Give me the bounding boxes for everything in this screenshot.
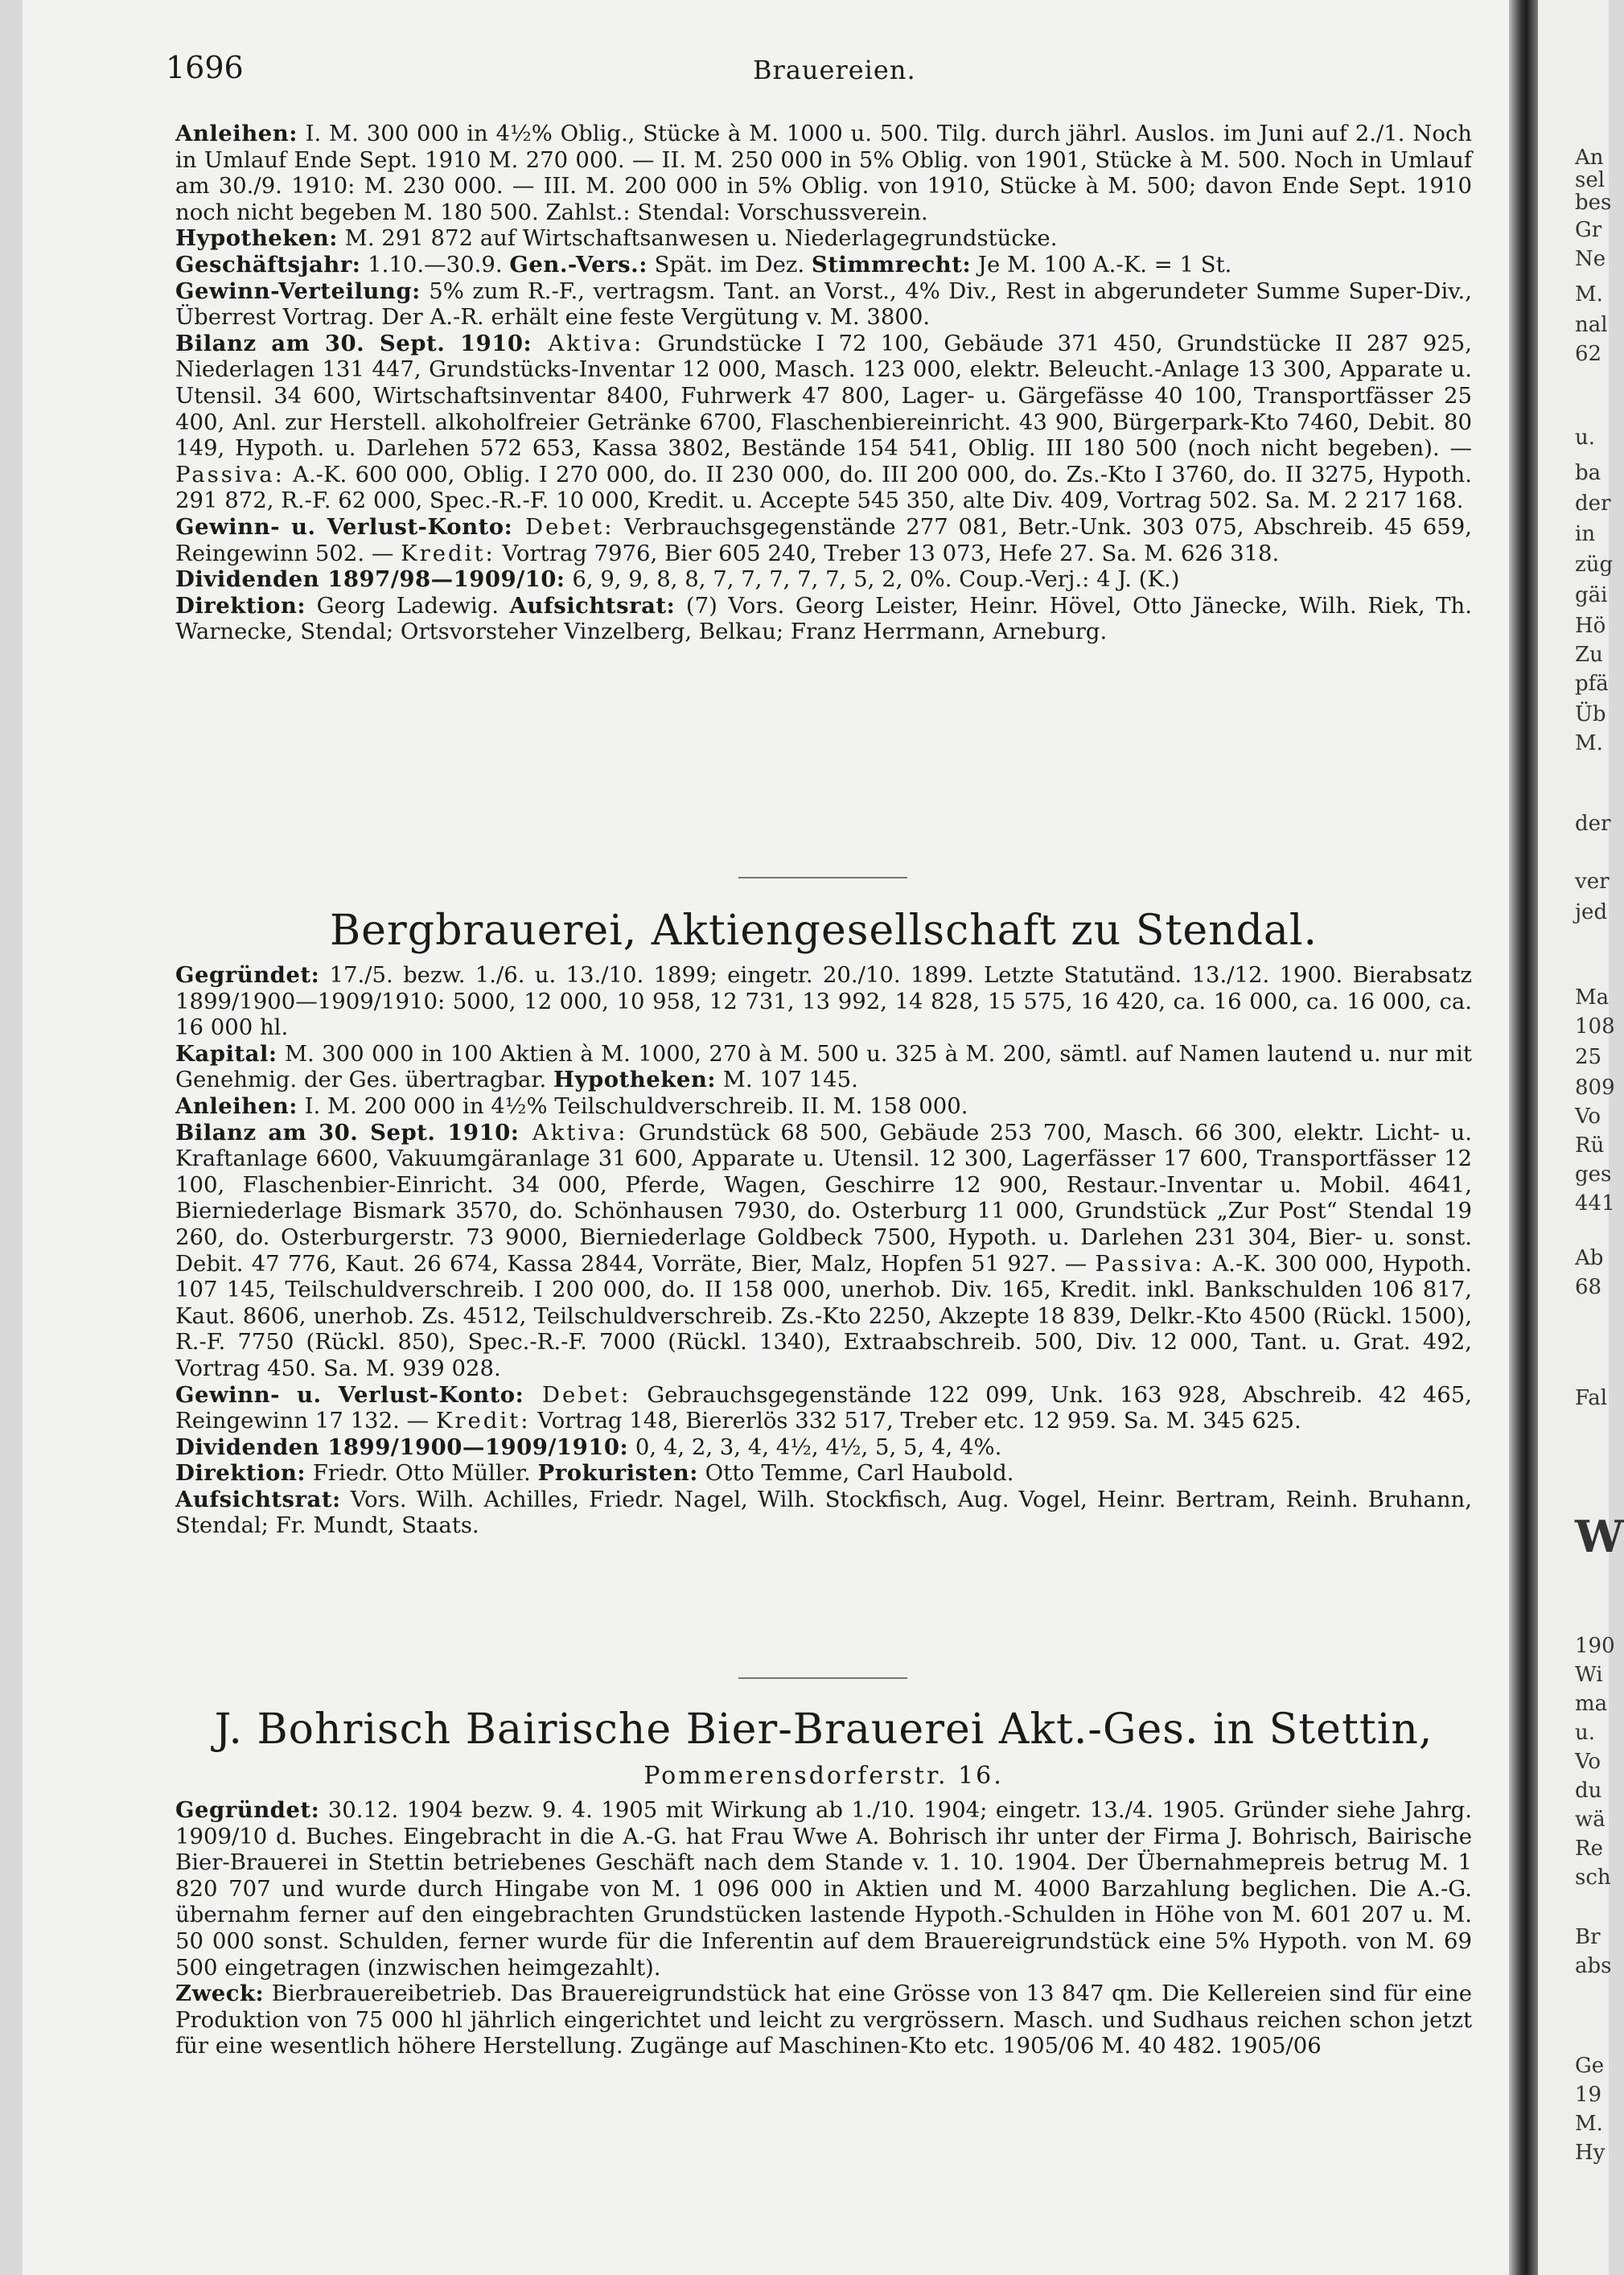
facing-page-fragment: der	[1575, 492, 1611, 516]
book-page	[23, 0, 1509, 2275]
paragraph-gewinn-verteilung: Gewinn-Verteilung: 5% zum R.-F., vertragsm. Tant. an Vorst., 4% Div., Rest in abgerundeter Summe Super-Div., Überrest Vortrag. Der A.-R. erhält eine feste Vergütung v. M. 3800.	[175, 278, 1472, 331]
facing-page-fragment: Hy	[1575, 2141, 1605, 2165]
facing-page-fragment: 809	[1575, 1076, 1615, 1100]
facing-page-fragment: Hö	[1575, 614, 1606, 638]
facing-page-fragment: An	[1575, 146, 1604, 170]
facing-page-edge	[1538, 0, 1624, 2275]
facing-page-fragment: Ma	[1575, 985, 1610, 1010]
entry-continuation	[175, 121, 1472, 645]
paragraph-bilanz: Bilanz am 30. Sept. 1910: Aktiva: Grundstücke I 72 100, Gebäude 371 450, Grundstücke II 287 925, Niederlagen 131 447, Grundstücks-Inventar 12 000, Masch. 123 000, elektr. Beleucht.-Anlage 13 300, Apparate u. Utensil. 34 600, Wirtschaftsinventar 8400, Fuhrwerk 47 800, Lager- u. Gärgefässe 40 100, Transportfässer 25 400, Anl. zur Herstell. alkoholfreier Getränke 6700, Flaschenbiereinricht. 43 900, Bürgerpark-Kto 7460, Debit. 80 149, Hypoth. u. Darlehen 572 653, Kassa 3802, Bestände 154 541, Oblig. III 180 500 (noch nicht begeben). — Passiva: A.-K. 600 000, Oblig. I 270 000, do. II 230 000, do. III 200 000, do. Zs.-Kto I 3760, do. II 3275, Hypoth. 291 872, R.-F. 62 000, Spec.-R.-F. 10 000, Kredit. u. Accepte 545 350, alte Div. 409, Vortrag 502. Sa. M. 2 217 168.	[175, 330, 1472, 514]
facing-page-fragment: M.	[1575, 282, 1603, 306]
facing-page-fragment: gäi	[1575, 583, 1608, 607]
paragraph-dividenden: Dividenden 1899/1900—1909/1910: 0, 4, 2, 3, 4, 4½, 4½, 5, 5, 4, 4%.	[175, 1434, 1002, 1460]
paragraph-bilanz: Bilanz am 30. Sept. 1910: Aktiva: Grundstück 68 500, Gebäude 253 700, Masch. 66 300, elektr. Licht- u. Kraftanlage 6600, Vakuumgäranlage 31 600, Apparate u. Utensil. 12 300, Lagerfässer 17 600, Transportfässer 12 100, Flaschenbier-Einricht. 34 000, Pferde, Wagen, Geschirre 12 900, Restaur.-Inventar u. Mobil. 4641, Bierniederlage Bismark 3570, do. Schönhausen 7930, do. Osterburg 11 000, Grundstück „Zur Post“ Stendal 19 260, do. Osterburgerstr. 73 9000, Bierniederlage Goldbeck 7500, Hypoth. u. Darlehen 231 304, Bier- u. sonst. Debit. 47 776, Kaut. 26 674, Kassa 2844, Vorräte, Bier, Malz, Hopfen 51 927. — Passiva: A.-K. 300 000, Hypoth. 107 145, Teilschuldverschreib. I 200 000, do. II 158 000, unerhob. Div. 165, Kredit. inkl. Bankschulden 106 817, Kaut. 8606, unerhob. Zs. 4512, Teilschuldverschreib. Zs.-Kto 2250, Akzepte 18 839, Delkr.-Kto 4500 (Rückl. 1500), R.-F. 7750 (Rückl. 850), Spec.-R.-F. 7000 (Rückl. 1340), Extraabschreib. 500, Div. 12 000, Tant. u. Grat. 492, Vortrag 450. Sa. M. 939 028.	[175, 1119, 1473, 1381]
page-number: 1696	[166, 50, 244, 85]
facing-page-fragment: sel	[1575, 168, 1605, 192]
facing-page-fragment: Üb	[1575, 702, 1606, 726]
facing-page-fragment: Vo	[1575, 1750, 1601, 1774]
facing-page-fragment: Zu	[1575, 643, 1603, 667]
paragraph-aufsichtsrat: Aufsichtsrat: Vors. Wilh. Achilles, Friedr. Nagel, Wilh. Stockfisch, Aug. Vogel, Heinr. Bertram, Reinh. Bruhann, Stendal; Fr. Mundt, Staats.	[175, 1486, 1472, 1539]
facing-page-fragment: wä	[1575, 1808, 1605, 1832]
facing-page-fragment: M.	[1575, 731, 1603, 755]
facing-page-fragment: Fal	[1575, 1386, 1608, 1410]
section-divider	[738, 1677, 907, 1679]
facing-page-fragment: 25	[1575, 1045, 1602, 1069]
facing-page-fragment: Gr	[1575, 218, 1602, 242]
facing-page-fragment: Ne	[1575, 247, 1606, 271]
facing-page-fragment: ver	[1575, 870, 1610, 894]
paragraph-direktion: Direktion: Friedr. Otto Müller. Prokuristen: Otto Temme, Carl Haubold.	[175, 1460, 1014, 1487]
facing-page-fragment: u.	[1575, 426, 1596, 450]
paragraph-gewinn-verlust: Gewinn- u. Verlust-Konto: Debet: Gebrauchsgegenstände 122 099, Unk. 163 928, Abschreib. 42 465, Reingewinn 17 132. — Kredit: Vortrag 148, Biererlös 332 517, Treber etc. 12 959. Sa. M. 345 625.	[175, 1381, 1472, 1434]
facing-page-fragment: W	[1575, 1511, 1624, 1562]
paragraph-anleihen: Anleihen: I. M. 200 000 in 4½% Teilschuldverschreib. II. M. 158 000.	[175, 1092, 968, 1119]
facing-page-fragment: 62	[1575, 342, 1602, 366]
paragraph-direktion: Direktion: Georg Ladewig. Aufsichtsrat: (7) Vors. Georg Leister, Heinr. Hövel, Otto Jänecke, Wilh. Riek, Th. Warnecke, Stendal; Ortsvorsteher Vinzelberg, Belkau; Franz Herrmann, Arneburg.	[175, 592, 1472, 645]
facing-page-fragment: pfä	[1575, 672, 1609, 696]
facing-page-fragment: Re	[1575, 1837, 1603, 1861]
facing-page-fragment: u.	[1575, 1721, 1596, 1745]
facing-page-fragment: 190	[1575, 1634, 1615, 1658]
facing-page-fragment: sch	[1575, 1866, 1611, 1890]
facing-page-fragment: 441	[1575, 1191, 1615, 1216]
company-title-bergbrauerei: Bergbrauerei, Aktiengesellschaft zu Stendal.	[329, 907, 1318, 955]
facing-page-fragment: Wi	[1575, 1663, 1603, 1687]
facing-page-fragment: jed	[1575, 900, 1608, 924]
paragraph-hypotheken: Hypotheken: M. 291 872 auf Wirtschaftsanwesen u. Niederlagegrundstücke.	[175, 225, 1058, 252]
paragraph-gegruendet: Gegründet: 30.12. 1904 bezw. 9. 4. 1905 mit Wirkung ab 1./10. 1904; eingetr. 13./4. 1905. Gründer siehe Jahrg. 1909/10 d. Buches. Eingebracht in die A.-G. hat Frau Wwe A. Bohrisch ihr unter der Firma J. Bohrisch, Bairische Bier-Brauerei in Stettin betriebenes Geschäft nach dem Stande v. 1. 10. 1904. Der Übernahmepreis betrug M. 1 820 707 und wurde durch Hingabe von M. 1 096 000 in Aktien und M. 4000 Barzahlung beglichen. Die A.-G. übernahm ferner auf den eingebrachten Grundstücken lastende Hypoth.-Schulden in Höhe von M. 601 207 u. M. 50 000 sonst. Schulden, ferner wurde für die Inferentin auf dem Brauereigrundstück eine 5% Hypoth. von M. 69 500 eingetragen (inzwischen heimgezahlt).	[175, 1797, 1472, 1981]
running-head	[166, 50, 1469, 90]
book-gutter	[1509, 0, 1538, 2275]
facing-page-fragment: nal	[1575, 313, 1608, 337]
facing-page-fragment: ba	[1575, 461, 1601, 485]
facing-page-fragment: abs	[1575, 1954, 1612, 1978]
facing-page-fragment: Ge	[1575, 2054, 1605, 2078]
facing-page-fragment: ma	[1575, 1692, 1608, 1716]
facing-page-fragment: Rü	[1575, 1133, 1605, 1158]
facing-page-fragment: züg	[1575, 553, 1614, 577]
company-address: Pommerensdorferstr. 16.	[643, 1762, 1004, 1790]
paragraph-anleihen: Anleihen: I. M. 300 000 in 4½% Oblig., Stücke à M. 1000 u. 500. Tilg. durch jährl. Auslos. im Juni auf 2./1. Noch in Umlauf Ende Sept. 1910 M. 270 000. — II. M. 250 000 in 5% Oblig. von 1901, Stücke à M. 500. Noch in Umlauf am 30./9. 1910: M. 230 000. — III. M. 200 000 in 5% Oblig. von 1910, Stücke à M. 500; davon Ende Sept. 1910 noch nicht begeben M. 180 500. Zahlst.: Stendal: Vorschussverein.	[175, 121, 1472, 225]
facing-page-fragment: du	[1575, 1779, 1602, 1803]
entry-bohrisch	[175, 1797, 1472, 2059]
facing-page-fragment: ges	[1575, 1162, 1612, 1187]
facing-page-fragment: Vo	[1575, 1105, 1601, 1129]
facing-page-fragment: Ab	[1575, 1246, 1604, 1270]
facing-page-fragment: M.	[1575, 2112, 1603, 2136]
facing-page-fragment: in	[1575, 522, 1596, 546]
facing-page-fragment: 108	[1575, 1014, 1615, 1039]
paragraph-kapital: Kapital: M. 300 000 in 100 Aktien à M. 1000, 270 à M. 500 u. 325 à M. 200, sämtl. auf Namen lautend u. nur mit Genehmig. der Ges. übertragbar. Hypotheken: M. 107 145.	[175, 1040, 1472, 1093]
section-divider	[738, 877, 907, 878]
facing-page-fragment: bes	[1575, 191, 1612, 215]
facing-page-fragment: Br	[1575, 1925, 1601, 1949]
paragraph-gegruendet: Gegründet: 17./5. bezw. 1./6. u. 13./10. 1899; eingetr. 20./10. 1899. Letzte Statutänd. 13./12. 1900. Bierabsatz 1899/1900—1909/1910: 5000, 12 000, 10 958, 12 731, 13 992, 14 828, 15 575, 16 420, ca. 16 000, ca. 16 000, ca. 16 000 hl.	[175, 962, 1472, 1041]
company-title-bohrisch: J. Bohrisch Bairische Bier-Brauerei Akt.-Ges. in Stettin,	[214, 1705, 1433, 1754]
facing-page-fragment: der	[1575, 812, 1611, 836]
entry-bergbrauerei	[175, 962, 1472, 1539]
paragraph-dividenden: Dividenden 1897/98—1909/10: 6, 9, 9, 8, 8, 7, 7, 7, 7, 7, 5, 2, 0%. Coup.-Verj.: 4 J. (K.)	[175, 566, 1180, 593]
facing-page-fragment: 68	[1575, 1275, 1602, 1299]
running-title: Brauereien.	[753, 55, 916, 85]
paragraph-zweck: Zweck: Bierbrauereibetrieb. Das Brauereigrundstück hat eine Grösse von 13 847 qm. Die Kellereien sind für eine Produktion von 75 000 hl jährlich eingerichtet und leicht zu vergrössern. Masch. und Sudhaus reichen schon jetzt für eine wesentlich höhere Herstellung. Zugänge auf Maschinen-Kto etc. 1905/06 M. 40 482. 1905/06	[175, 1981, 1472, 2059]
paragraph-gewinn-verlust: Gewinn- u. Verlust-Konto: Debet: Verbrauchsgegenstände 277 081, Betr.-Unk. 303 075, Abschreib. 45 659, Reingewinn 502. — Kredit: Vortrag 7976, Bier 605 240, Treber 13 073, Hefe 27. Sa. M. 626 318.	[175, 513, 1472, 566]
paragraph-geschaeftsjahr: Geschäftsjahr: 1.10.—30.9. Gen.-Vers.: Spät. im Dez. Stimmrecht: Je M. 100 A.-K. = 1 St.	[175, 251, 1232, 278]
facing-page-fragment: 19	[1575, 2083, 1602, 2107]
